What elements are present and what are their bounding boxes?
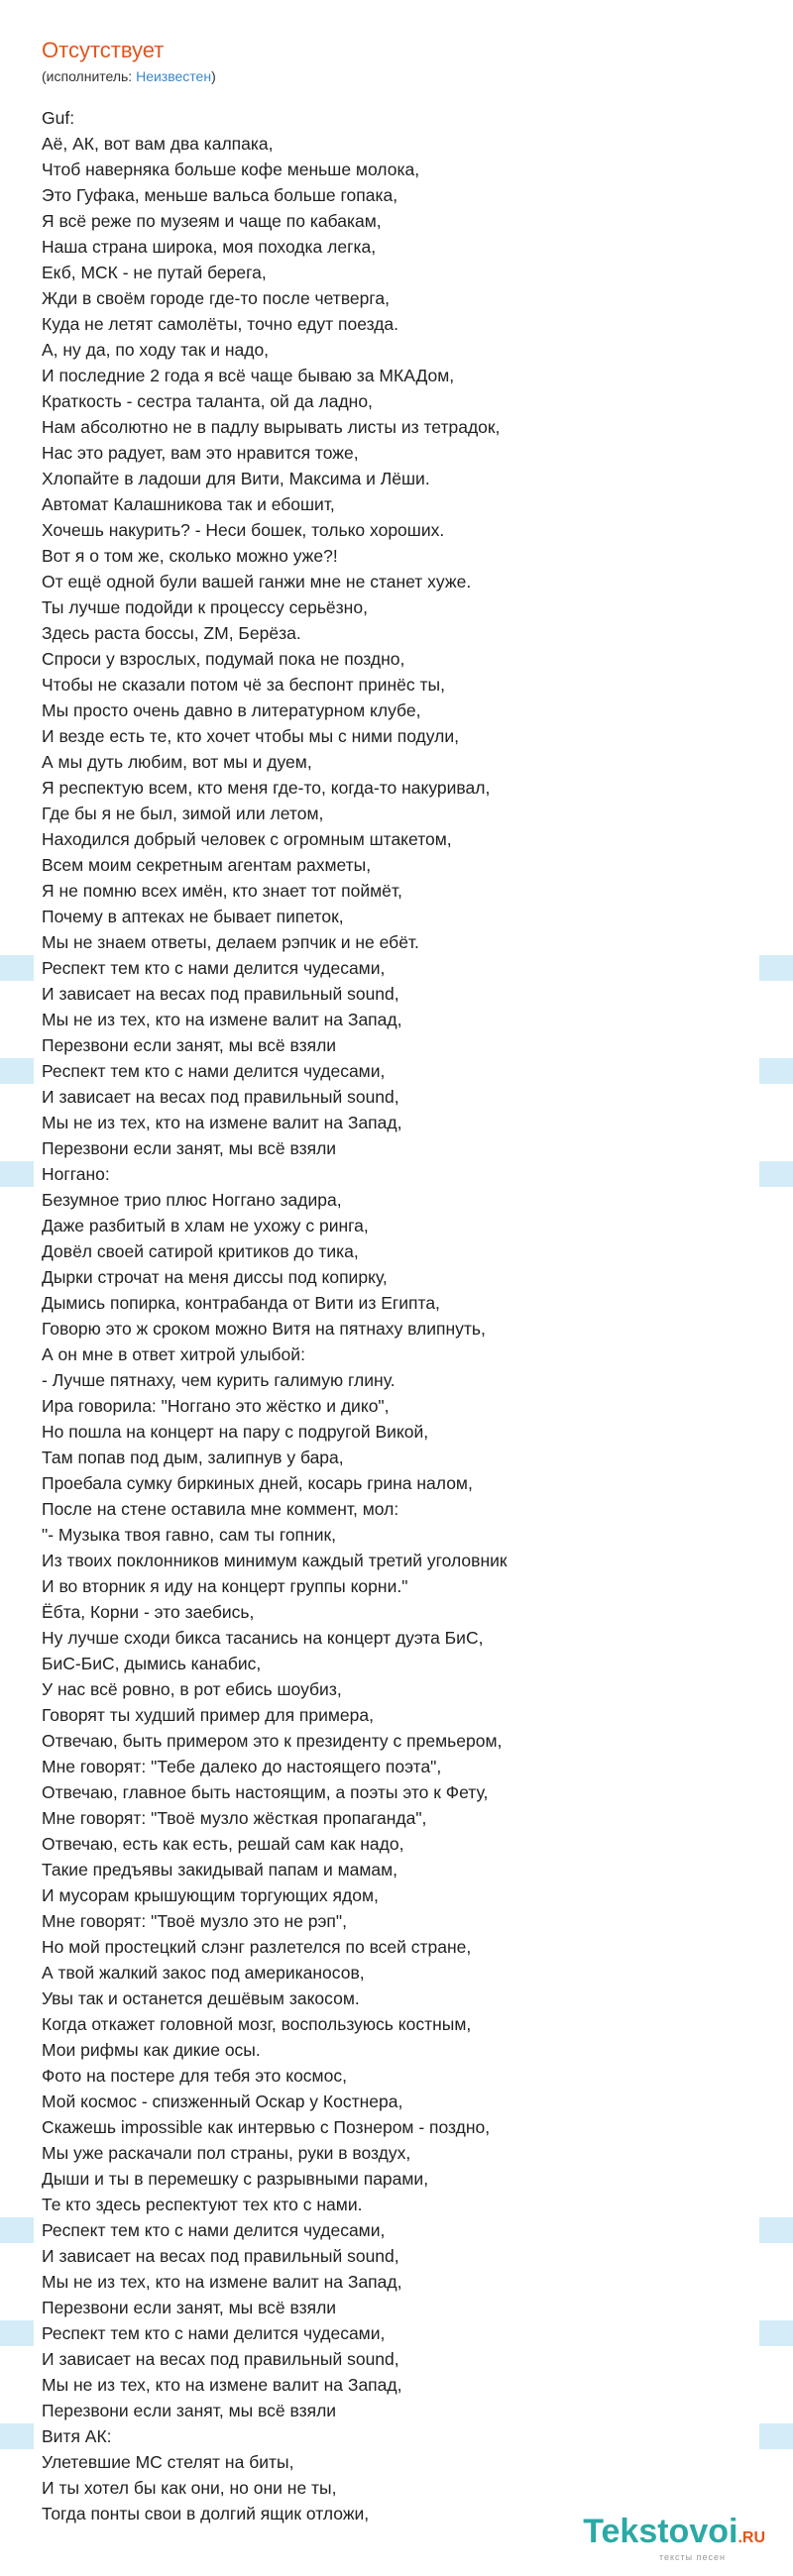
lyric-line: Из твоих поклонников минимум каждый третий уголовник: [42, 1551, 508, 1570]
lyrics-text: [0, 105, 793, 2526]
lyric-line: Дыши и ты в перемешку с разрывными парами,: [42, 2169, 429, 2189]
artist-prefix: (исполнитель:: [42, 68, 137, 84]
lyric-line: Когда откажет головной мозг, воспользуюсь костным,: [42, 2014, 472, 2034]
lyric-line: Респект тем кто с нами делится чудесами,: [0, 1058, 793, 1084]
lyric-line: Спроси у взрослых, подумай пока не поздно,: [42, 649, 405, 669]
lyric-line: И зависает на весах под правильный sound,: [42, 2246, 399, 2266]
lyric-line: И зависает на весах под правильный sound,: [42, 2349, 399, 2369]
lyric-line: Ира говорила: "Ноггано это жёстко и дико",: [42, 1396, 390, 1416]
lyric-line: Мне говорят: "Твоё музло жёсткая пропаганда",: [42, 1808, 427, 1828]
lyric-line: А он мне в ответ хитрой улыбой:: [42, 1344, 305, 1364]
lyric-line: Хлопайте в ладоши для Вити, Максима и Лёши.: [42, 469, 430, 488]
lyric-line: БиС-БиС, дымись канабис,: [42, 1654, 262, 1673]
lyric-line: Находился добрый человек с огромным штакетом,: [42, 829, 452, 849]
lyric-line: Жди в своём городе где-то после четверга,: [42, 288, 390, 308]
lyric-line: Ну лучше сходи бикса тасанись на концерт дуэта БиС,: [42, 1628, 484, 1648]
lyric-line: Перезвони если занят, мы всё взяли: [42, 1138, 337, 1158]
lyric-line: Нас это радует, вам это нравится тоже,: [42, 443, 359, 463]
lyric-line: И везде есть те, кто хочет чтобы мы с ними подули,: [42, 726, 459, 746]
lyric-line: Екб, МСК - не путай берега,: [42, 263, 267, 282]
lyric-line: Перезвони если занят, мы всё взяли: [42, 2298, 337, 2317]
lyric-line: Куда не летят самолёты, точно едут поезда.: [42, 314, 399, 334]
lyric-line: Мне говорят: "Твоё музло это не рэп",: [42, 1911, 347, 1931]
lyric-line: Аё, АК, вот вам два калпака,: [42, 134, 274, 154]
lyric-line: Чтоб наверняка больше кофе меньше молока,: [42, 160, 420, 179]
lyric-line: У нас всё ровно, в рот ебись шоубиз,: [42, 1679, 342, 1699]
lyric-line: От ещё одной були вашей ганжи мне не станет хуже.: [42, 572, 472, 591]
lyric-line: Мы не из тех, кто на измене валит на Запад,: [42, 1010, 402, 1029]
lyric-line: Где бы я не был, зимой или летом,: [42, 804, 324, 823]
lyric-line: Респект тем кто с нами делится чудесами,: [0, 2217, 793, 2243]
lyric-line: Перезвони если занят, мы всё взяли: [42, 1035, 337, 1055]
lyric-line: Наша страна широка, моя походка легка,: [42, 237, 377, 257]
lyric-line: Мне говорят: "Тебе далеко до настоящего поэта",: [42, 1757, 442, 1776]
lyric-line: Мой космос - спизженный Оскар у Костнера,: [42, 2092, 403, 2111]
lyric-line: Мы не из тех, кто на измене валит на Запад,: [42, 2375, 402, 2395]
lyric-line: Здесь раста боссы, ZM, Берёза.: [42, 623, 301, 643]
lyric-line: Безумное трио плюс Ноггано задира,: [42, 1190, 342, 1210]
lyric-line: После на стене оставила мне коммент, мол:: [42, 1499, 399, 1519]
lyric-line: А, ну да, по ходу так и надо,: [42, 340, 270, 360]
lyric-line: Перезвони если занят, мы всё взяли: [42, 2401, 337, 2420]
lyric-line: Ты лучше подойди к процессу серьёзно,: [42, 597, 368, 617]
logo-wordmark: [583, 2514, 765, 2556]
lyric-line: Вот я о том же, сколько можно уже?!: [42, 546, 338, 566]
lyric-line: И ты хотел бы как они, но они не ты,: [42, 2478, 337, 2498]
lyric-line: Довёл своей сатирой критиков до тика,: [42, 1241, 359, 1261]
lyric-line: Мы просто очень давно в литературном клубе,: [42, 700, 421, 720]
lyric-line: Такие предъявы закидывай папам и мамам,: [42, 1860, 398, 1879]
lyric-line: Даже разбитый в хлам не ухожу с ринга,: [42, 1216, 369, 1235]
lyric-line: Фото на постере для тебя это космос,: [42, 2066, 347, 2086]
lyric-line: Ёбта, Корни - это заебись,: [42, 1602, 255, 1622]
lyric-line: Мои рифмы как дикие осы.: [42, 2040, 261, 2060]
lyric-line: Мы не из тех, кто на измене валит на Запад,: [42, 1113, 402, 1132]
lyric-line: Улетевшие МС стелят на биты,: [42, 2452, 294, 2472]
lyric-line: Дымись попирка, контрабанда от Вити из Египта,: [42, 1293, 440, 1313]
lyric-line: Отвечаю, главное быть настоящим, а поэты это к Фету,: [42, 1782, 489, 1802]
lyric-line: Всем моим секретным агентам рахметы,: [42, 855, 372, 875]
lyric-line: Увы так и останется дешёвым закосом.: [42, 1988, 360, 2008]
lyric-line: Проебала сумку биркиных дней, косарь грина налом,: [42, 1473, 473, 1493]
lyric-line: Мы уже раскачали пол страны, руки в воздух,: [42, 2143, 411, 2163]
lyric-line: Отвечаю, есть как есть, решай сам как надо,: [42, 1834, 404, 1854]
lyric-line: Витя АК:: [0, 2423, 793, 2449]
artist-suffix: ): [211, 68, 216, 84]
lyric-line: Я всё реже по музеям и чаще по кабакам,: [42, 211, 382, 231]
song-header: [42, 38, 216, 85]
lyric-line: Мы не знаем ответы, делаем рэпчик и не ебёт.: [42, 932, 419, 952]
song-title: Отсутствует: [42, 38, 165, 62]
lyric-line: Дырки строчат на меня диссы под копирку,: [42, 1267, 388, 1287]
lyric-line: Но пошла на концерт на пару с подругой Викой,: [42, 1422, 429, 1442]
lyric-line: Краткость - сестра таланта, ой да ладно,: [42, 391, 373, 411]
lyric-line: И зависает на весах под правильный sound,: [42, 984, 399, 1004]
lyric-line: Говорю это ж сроком можно Витя на пятнаху влипнуть,: [42, 1319, 486, 1339]
artist-line: [42, 67, 216, 85]
lyric-line: А мы дуть любим, вот мы и дуем,: [42, 752, 312, 772]
lyric-line: Отвечаю, быть примером это к президенту с премьером,: [42, 1731, 503, 1751]
lyric-line: Нам абсолютно не в падлу вырывать листы из тетрадок,: [42, 417, 501, 437]
site-logo[interactable]: [583, 2514, 765, 2562]
lyric-line: И зависает на весах под правильный sound,: [42, 1087, 399, 1107]
lyric-line: Почему в аптеках не бывает пипеток,: [42, 907, 344, 926]
lyric-line: И последние 2 года я всё чаще бываю за МКАДом,: [42, 366, 455, 385]
lyric-line: Респект тем кто с нами делится чудесами,: [0, 2320, 793, 2346]
artist-link[interactable]: Неизвестен: [136, 68, 212, 84]
lyric-line: Там попав под дым, залипнув у бара,: [42, 1448, 344, 1467]
lyric-line: Но мой простецкий слэнг разлетелся по всей стране,: [42, 1937, 472, 1957]
logo-tagline: тексты песен: [658, 2552, 726, 2562]
lyric-line: Те кто здесь респектуют тех кто с нами.: [42, 2195, 363, 2214]
lyric-line: Guf:: [42, 108, 75, 128]
lyric-line: И мусорам крышующим торгующих ядом,: [42, 1885, 379, 1905]
logo-name: Tekstovoi: [583, 2513, 738, 2550]
lyric-line: Чтобы не сказали потом чё за беспонт принёс ты,: [42, 675, 445, 695]
lyric-line: Тогда понты свои в долгий ящик отложи,: [42, 2504, 370, 2523]
lyric-line: - Лучше пятнаху, чем курить галимую глину.: [42, 1370, 396, 1390]
lyric-line: "- Музыка твоя гавно, сам ты гопник,: [42, 1525, 336, 1545]
lyric-line: Я не помню всех имён, кто знает тот поймёт,: [42, 881, 402, 901]
lyric-line: Мы не из тех, кто на измене валит на Запад,: [42, 2272, 402, 2292]
lyric-line: Хочешь накурить? - Неси бошек, только хороших.: [42, 520, 445, 540]
lyric-line: Скажешь impossible как интервью с Познером - поздно,: [42, 2117, 491, 2137]
lyric-line: А твой жалкий закос под американосов,: [42, 1963, 365, 1983]
lyric-line: Респект тем кто с нами делится чудесами,: [0, 955, 793, 981]
lyric-line: И во вторник я иду на концерт группы корни.": [42, 1576, 408, 1596]
lyric-line: Говорят ты худший пример для примера,: [42, 1705, 374, 1725]
lyric-line: Это Гуфака, меньше вальса больше гопака,: [42, 185, 398, 205]
lyric-line: Я респектую всем, кто меня где-то, когда-то накуривал,: [42, 778, 491, 798]
lyric-line: Автомат Калашникова так и ебошит,: [42, 494, 335, 514]
lyric-line: Ноггано:: [0, 1161, 793, 1187]
logo-tld: .RU: [737, 2529, 765, 2546]
